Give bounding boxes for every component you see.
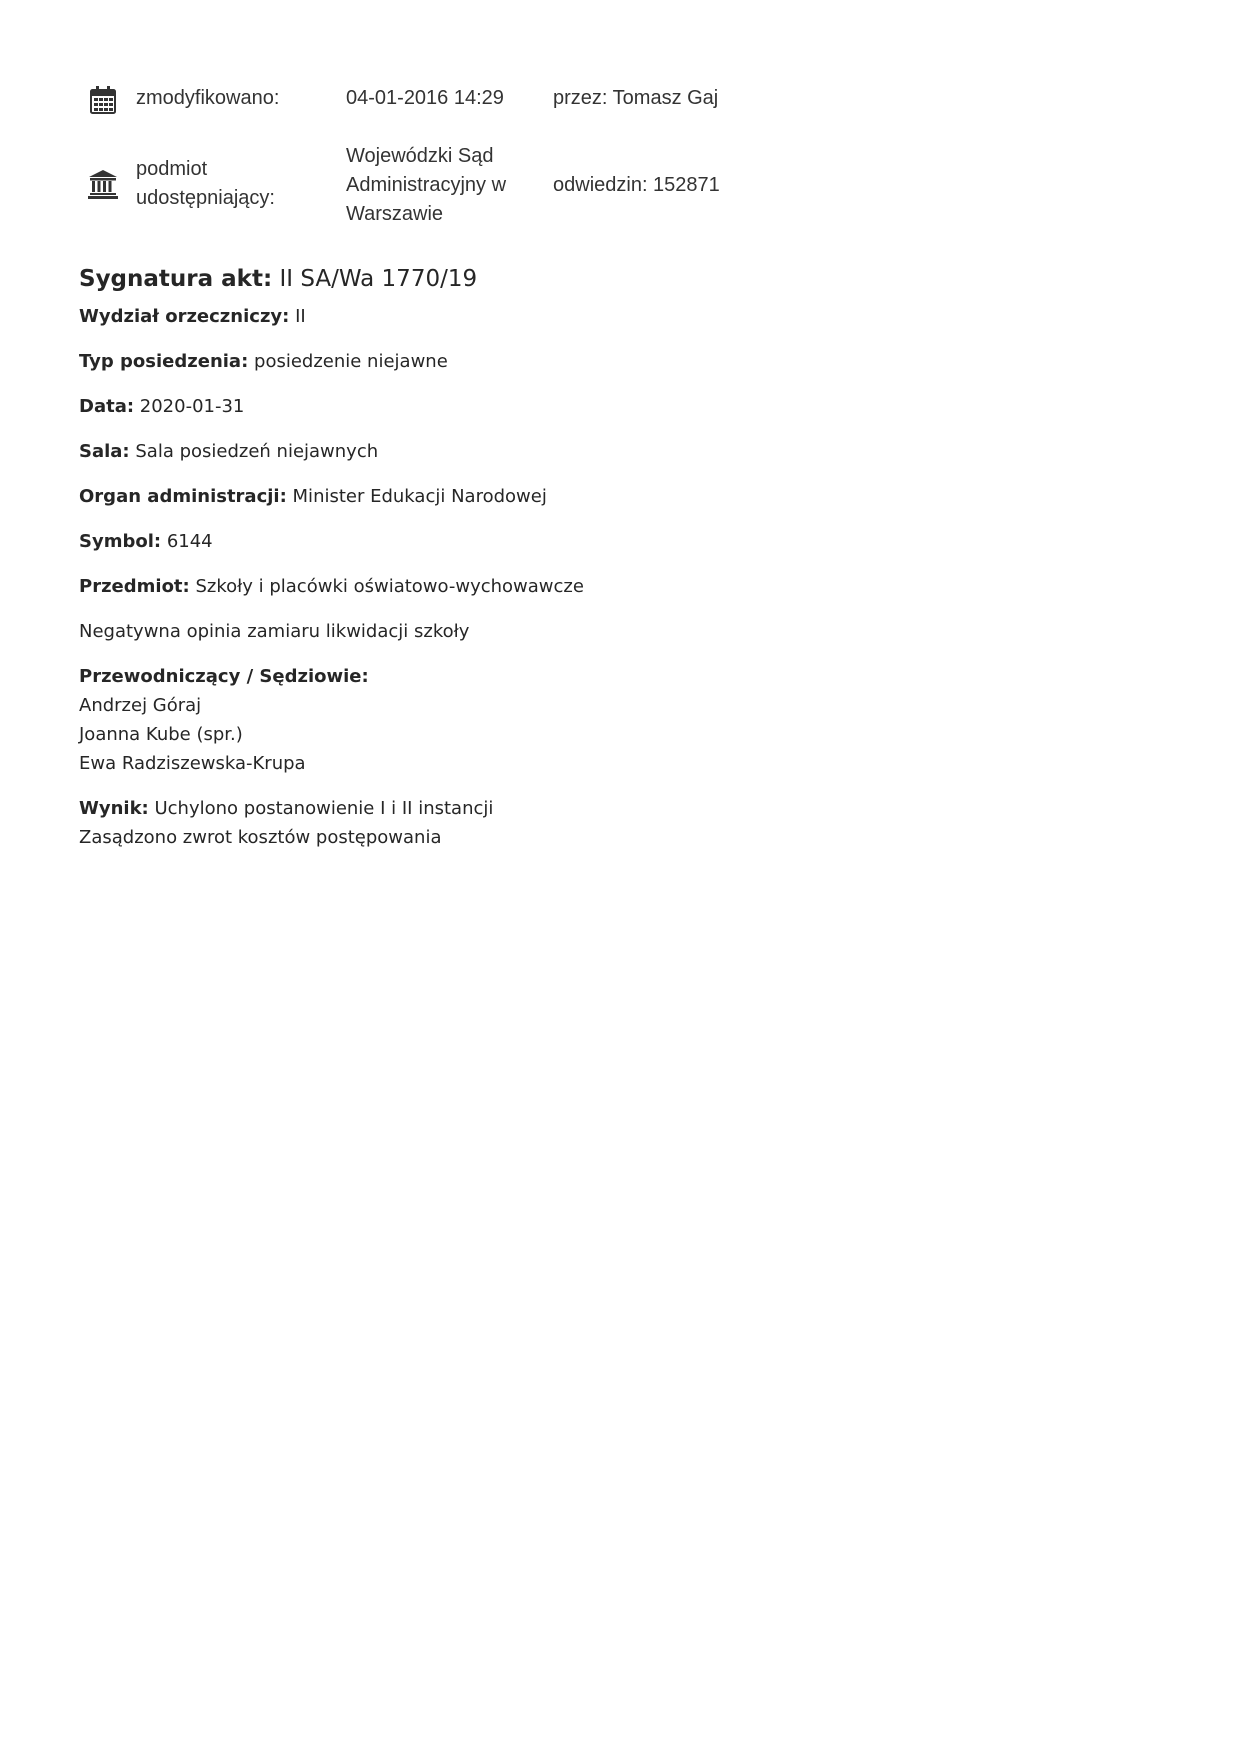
authority-label: Organ administracji: — [79, 486, 287, 507]
case-signature-value: II SA/Wa 1770/19 — [279, 266, 478, 292]
authority-value: Minister Edukacji Narodowej — [292, 486, 547, 507]
publisher-label-line1: podmiot — [136, 158, 208, 180]
division-label: Wydział orzeczniczy: — [79, 306, 290, 327]
field-symbol — [79, 527, 1139, 556]
result-line1 — [79, 794, 1139, 823]
field-judges — [79, 662, 1139, 778]
symbol-label: Symbol: — [79, 531, 162, 552]
judge-name: Andrzej Góraj — [79, 695, 202, 716]
judge-name: Joanna Kube (spr.) — [79, 724, 243, 745]
publisher-name-line1: Wojewódzki Sąd — [346, 145, 494, 167]
subject-value: Szkoły i placówki oświatowo-wychowawcze — [195, 576, 584, 597]
publisher-label-line2: udostępniający: — [136, 187, 275, 209]
institution-icon — [88, 169, 118, 199]
calendar-icon — [88, 85, 118, 115]
division-value: II — [295, 306, 306, 327]
result-line2: Zasądzono zwrot kosztów postępowania — [79, 827, 442, 848]
case-description: Negatywna opinia zamiaru likwidacji szkoły — [79, 621, 470, 642]
publisher-name-line3: Warszawie — [346, 203, 444, 225]
judge-name: Ewa Radziszewska-Krupa — [79, 753, 306, 774]
field-date — [79, 392, 1139, 421]
field-division — [79, 302, 1139, 331]
visit-count: odwiedzin: 152871 — [553, 174, 720, 196]
room-value: Sala posiedzeń niejawnych — [135, 441, 379, 462]
result-label: Wynik: — [79, 798, 149, 819]
field-authority — [79, 482, 1139, 511]
session-type-value: posiedzenie niejawne — [254, 351, 448, 372]
publisher-label — [136, 155, 326, 213]
session-type-label: Typ posiedzenia: — [79, 351, 249, 372]
judges-label: Przewodniczący / Sędziowie: — [79, 666, 369, 687]
result-value: Uchylono postanowienie I i II instancji — [154, 798, 494, 819]
modified-label: zmodyfikowano: — [136, 87, 280, 109]
date-value: 2020-01-31 — [139, 396, 245, 417]
modified-date: 04-01-2016 14:29 — [346, 87, 504, 109]
publisher-name-line2: Administracyjny w — [346, 174, 507, 196]
field-session-type — [79, 347, 1139, 376]
room-label: Sala: — [79, 441, 130, 462]
modified-by: przez: Tomasz Gaj — [553, 87, 719, 109]
symbol-value: 6144 — [166, 531, 213, 552]
subject-label: Przedmiot: — [79, 576, 190, 597]
field-subject — [79, 572, 1139, 601]
case-signature — [79, 262, 1139, 296]
case-signature-label: Sygnatura akt: — [79, 266, 273, 292]
field-result — [79, 794, 1139, 852]
field-room — [79, 437, 1139, 466]
publisher-name — [346, 142, 546, 229]
case-details — [79, 262, 1139, 868]
date-label: Data: — [79, 396, 135, 417]
